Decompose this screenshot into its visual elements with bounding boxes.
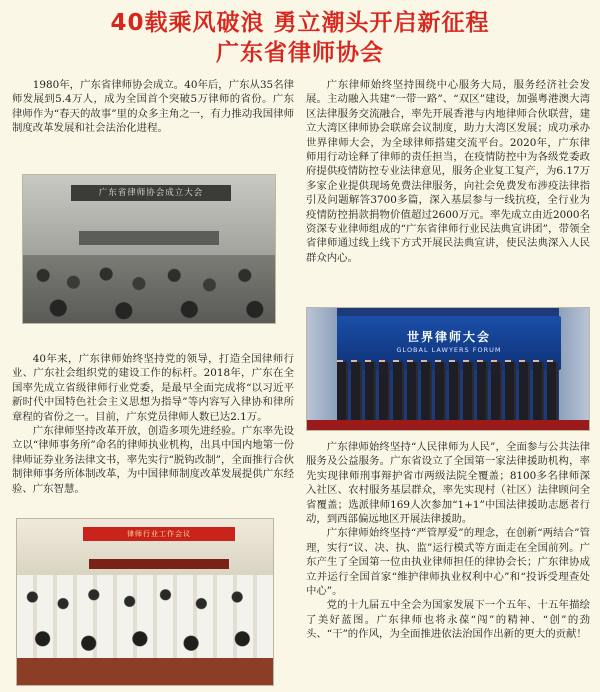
forum-title: 世界律师大会 — [406, 330, 491, 344]
article-subtitle-organization: 广东省律师协会 — [216, 40, 384, 66]
forum-subtitle: GLOBAL LAWYERS FORUM — [396, 346, 502, 354]
founding-meeting-photo — [22, 174, 276, 324]
right-column-bottom — [306, 440, 590, 642]
photo-hall-right — [559, 308, 589, 430]
future-paragraph: 党的十九届五中全会为国家发展下一个五年、十五年描绘了美好蓝图。广东律师也将永葆“闯”的精神、“创”的劲头、“干”的作风，为全面推进依法治国作出新的更大的贡献！ — [306, 599, 590, 641]
photo-podium — [89, 559, 229, 569]
public-service-paragraph: 广东律师始终坚持“人民律师为人民”，全面参与公共法律服务及公益服务。广东省设立了全国第一家法律援助机构，率先实现律师刑事辩护省市两级法院全覆盖；8100多名律师深入社区、农村服务基层群众，率先实现村（社区）法律顾问全省覆盖；选派律师169人次参加“1+1”中国法律援助志愿者行动，到西部偏远地区开展法律援助。 — [306, 441, 590, 526]
article-header — [0, 8, 600, 68]
article-title: 40载乘风破浪 勇立潮头开启新征程 — [110, 10, 490, 36]
conference-room-photo — [16, 518, 274, 686]
photo-red-carpet — [307, 420, 589, 430]
photo-banner-text: 广东省律师协会成立大会 — [71, 185, 231, 201]
photo-banner-text: 律师行业工作会议 — [83, 527, 235, 541]
party-leadership-paragraph: 40年来，广东律师始终坚持党的领导，打造全国律师行业、广东社会组织党的建设工作的标杆。2018年，广东在全国率先成立省级律师行业党委，是最早全面完成将“以习近平新时代中国特色社会主义思想为指导”等内容写入律协和律所章程的省份之一。目前，广东党员律师人数已达2.1万。 — [12, 353, 294, 423]
photo-audience — [23, 255, 275, 323]
photo-delegates — [337, 362, 561, 420]
left-column-middle — [12, 352, 294, 496]
intro-paragraph: 1980年，广东省律师协会成立。40年后，广东从35名律师发展到5.4万人，成为全国首个突破5万律师的省份。广东律师作为“春天的故事”里的众多主角之一，有力推动我国律师制度改革发展和社会法治化进程。 — [12, 79, 294, 135]
photo-desk — [17, 658, 273, 685]
discipline-paragraph: 广东律师始终坚持“严管厚爱”的理念，在创新“两结合”管理，实行“议、决、执、监”运行模式等方面走在全国前列。广东产生了全国第一位由执业律师担任的律协会长；广东律协成立并运行全国首家“维护律师执业权利中心”和“投诉受理查处中心”。 — [306, 527, 590, 598]
photo-hall-left — [307, 308, 337, 430]
photo-stage — [79, 231, 219, 245]
right-column-top — [306, 78, 590, 265]
service-paragraph: 广东律师始终坚持围绕中心服务大局，服务经济社会发展。主动融入共建“一带一路”、“双区”建设，加强粤港澳大湾区法律服务交流融合，率先开展香港与内地律师合伙联营，建立大湾区律师协会联席会议制度，助力大湾区发展；成功承办世界律师大会，为全球律师搭建交流平台。2020年，广东律师用行动诠释了律师的责任担当，在疫情防控中为各级党委政府提供疫情防控专业法律意见，服务企业复工复产，为6.17万多家企业提供现场免费法律服务，向社会免费发布涉疫法律指引及问题解答3700多篇，深入基层参与一线抗疫，全行业为疫情防控捐款捐物价值超过2600万元。率先成立由近2000名资深专业律师组成的“广东省律师行业民法典宣讲团”，带领全省律师通过线上线下方式开展民法典宣讲，使民法典深入人民群众内心。 — [306, 79, 590, 264]
left-column — [12, 78, 294, 136]
reform-paragraph: 广东律师坚持改革开放，创造多项先进经验。广东率先设立以“律师事务所”命名的律师执业机构，出具中国内地第一份律师证券业务法律文书，率先实行“脱钩改制”，全面推行合伙制律师事务所体制改革，为中国律师制度改革发展提供广东经验、广东智慧。 — [12, 425, 294, 495]
global-lawyers-forum-photo — [306, 307, 590, 431]
